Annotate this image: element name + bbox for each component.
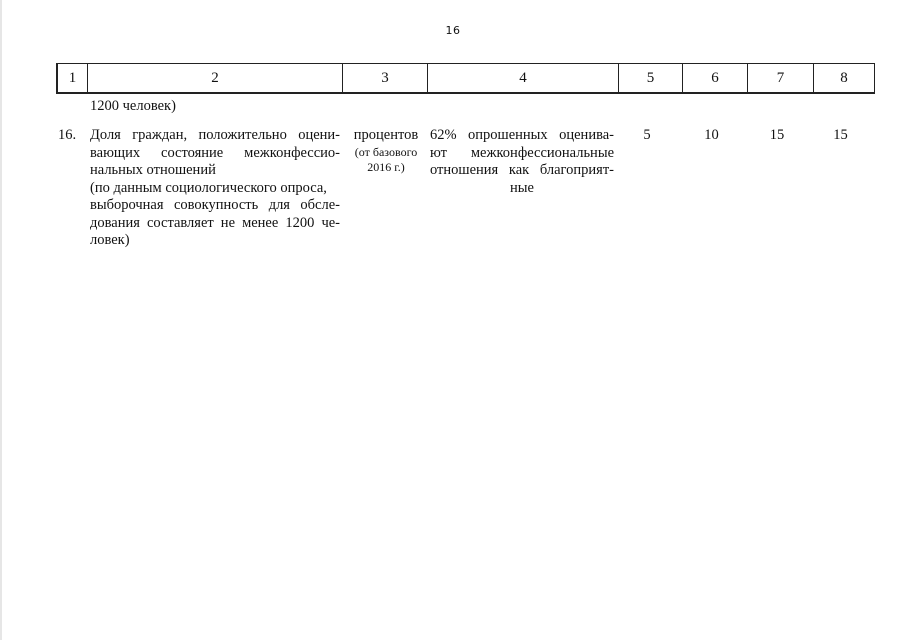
table-header-row bbox=[57, 64, 875, 94]
unit-line: 2016 г.) bbox=[367, 160, 405, 174]
baseline-line: отношения как благоприят- bbox=[430, 162, 614, 178]
header-cell-1: 1 bbox=[57, 64, 88, 94]
indicator-line: Доля граждан, положительно оцени- bbox=[90, 127, 340, 143]
indicator-line: выборочная совокупность для обсле- bbox=[90, 197, 340, 213]
header-cell-5: 5 bbox=[619, 64, 683, 94]
unit-line: (от базового bbox=[354, 144, 418, 159]
baseline-line: ют межконфессиональные bbox=[430, 144, 614, 161]
indicator-text bbox=[90, 127, 340, 250]
header-cell-4: 4 bbox=[428, 64, 619, 94]
value-col-8: 15 bbox=[833, 127, 848, 143]
header-cell-2: 2 bbox=[88, 64, 343, 94]
indicator-line: (по данным социологического опроса, bbox=[90, 179, 327, 196]
header-cell-3: 3 bbox=[343, 64, 428, 94]
indicator-line: дования составляет не менее 1200 че- bbox=[90, 214, 340, 231]
unit-line: процентов bbox=[353, 127, 419, 143]
page-number: 16 bbox=[445, 24, 461, 37]
header-cell-6: 6 bbox=[683, 64, 748, 94]
indicator-line: вающих состояние межконфессио- bbox=[90, 144, 340, 161]
row-number: 16. bbox=[58, 127, 77, 143]
baseline-text bbox=[430, 127, 614, 197]
baseline-line: 62% опрошенных оценива- bbox=[430, 127, 614, 143]
table-header bbox=[56, 63, 875, 94]
indicator-line: нальных отношений bbox=[90, 162, 216, 178]
header-cell-8: 8 bbox=[814, 64, 875, 94]
baseline-line: ные bbox=[510, 179, 534, 196]
header-cell-7: 7 bbox=[748, 64, 814, 94]
value-col-6: 10 bbox=[704, 127, 719, 143]
value-col-5: 5 bbox=[643, 127, 651, 143]
indicator-line: ловек) bbox=[90, 232, 130, 248]
continued-row-fragment: 1200 человек) bbox=[90, 98, 176, 114]
unit-text bbox=[346, 127, 426, 176]
page-left-edge bbox=[0, 0, 2, 640]
value-col-7: 15 bbox=[769, 127, 785, 143]
